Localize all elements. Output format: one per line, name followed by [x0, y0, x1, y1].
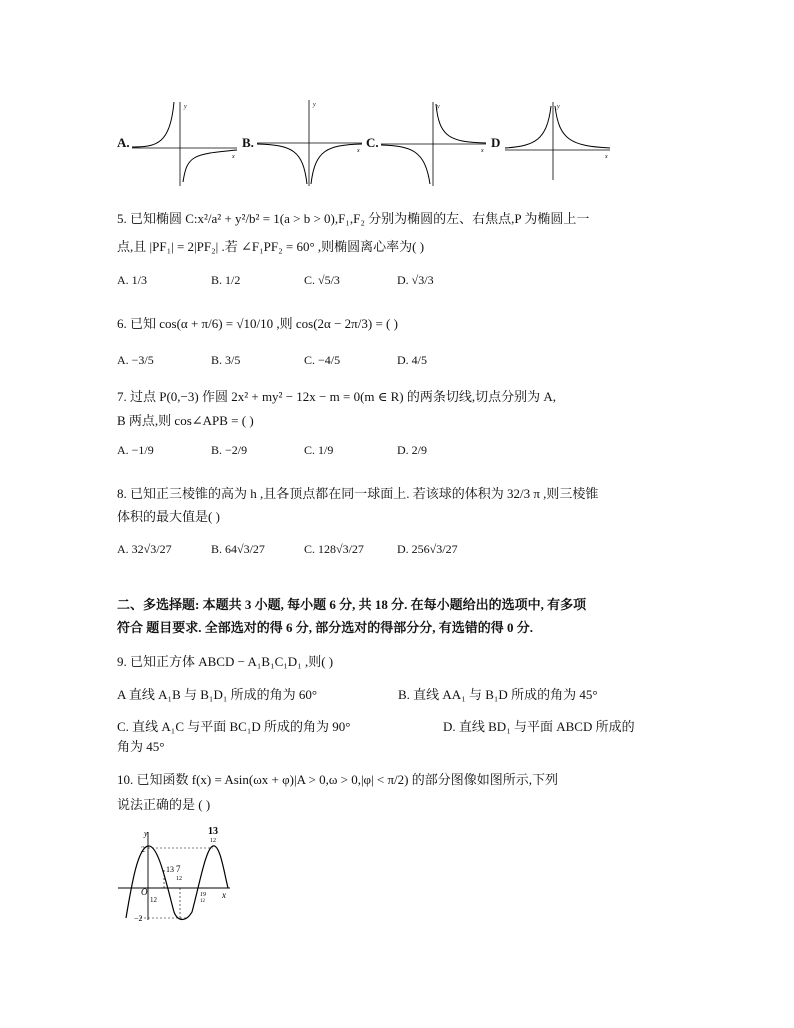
- q4-d-y-label: y: [557, 104, 560, 110]
- q10-tick-13: 13: [166, 865, 174, 874]
- q9-option-a[interactable]: A 直线 A₁B 与 B₁D₁ 所成的角为 60°: [117, 687, 318, 702]
- q7-option-c[interactable]: C. 1/9: [304, 443, 334, 457]
- q4-graph-d: [505, 100, 615, 188]
- q5-stem-line2: 点,且 |PF₁| = 2|PF₂| .若 ∠F₁PF₂ = 60° ,则椭圆离心率为( ): [117, 239, 425, 254]
- q4-b-y-label: y: [313, 102, 316, 108]
- q4-a-y-label: y: [184, 104, 187, 110]
- q10-y-label: y: [144, 829, 148, 838]
- q4-option-c-label[interactable]: C.: [366, 135, 379, 150]
- q4-graph-b: [257, 98, 367, 188]
- q4-c-y-label: y: [437, 104, 440, 110]
- q9-option-c[interactable]: C. 直线 A₁C 与平面 BC₁D 所成的角为 90°: [117, 719, 351, 734]
- q7-stem-line2: B 两点,则 cos∠APB = ( ): [117, 413, 254, 428]
- q5-option-b[interactable]: B. 1/2: [211, 273, 241, 287]
- q6-option-c[interactable]: C. −4/5: [304, 353, 341, 367]
- q10-function-graph: [118, 822, 238, 922]
- q6-option-a[interactable]: A. −3/5: [117, 353, 154, 367]
- q8-option-a[interactable]: A. 32√3/27: [117, 542, 172, 556]
- q10-top-13: 13: [208, 826, 218, 837]
- q10-tick-12: 12: [150, 896, 157, 904]
- section2-heading-line1: 二、多选择题: 本题共 3 小题, 每小题 6 分, 共 18 分. 在每小题给出的选项中, 有多项: [117, 597, 587, 612]
- q4-graph-a: [132, 100, 242, 188]
- q5-option-d[interactable]: D. √3/3: [397, 273, 434, 287]
- q8-option-c[interactable]: C. 128√3/27: [304, 542, 364, 556]
- q7-stem-line1: 7. 过点 P(0,−3) 作圆 2x² + my² − 12x − m = 0(m ∈ R) 的两条切线,切点分别为 A,: [117, 389, 557, 404]
- q10-tick-neg2: −2: [134, 914, 143, 923]
- q4-c-x-label: x: [481, 148, 484, 154]
- q8-stem-line1: 8. 已知正三棱锥的高为 h ,且各顶点都在同一球面上. 若该球的体积为 32/3 π ,则三棱锥: [117, 486, 599, 501]
- q10-stem-line1: 10. 已知函数 f(x) = Asin(ωx + φ)|A > 0,ω > 0,|φ| < π/2) 的部分图像如图所示,下列: [117, 772, 558, 787]
- q10-tick-19: 19: [200, 892, 206, 898]
- q10-origin: O: [141, 887, 148, 897]
- q6-option-d[interactable]: D. 4/5: [397, 353, 427, 367]
- q4-a-x-label: x: [232, 154, 235, 160]
- q5-option-a[interactable]: A. 1/3: [117, 273, 147, 287]
- q4-option-a-label[interactable]: A.: [117, 135, 130, 150]
- section2-heading-line2: 符合 题目要求. 全部选对的得 6 分, 部分选对的得部分分, 有选错的得 0 分.: [117, 620, 534, 635]
- q10-tick-12c: 12: [200, 899, 205, 904]
- q9-option-d-line2[interactable]: 角为 45°: [117, 739, 165, 754]
- q7-option-b[interactable]: B. −2/9: [211, 443, 248, 457]
- q8-option-d[interactable]: D. 256√3/27: [397, 542, 458, 556]
- q10-tick-2: 2: [141, 845, 145, 854]
- q9-option-d-line1[interactable]: D. 直线 BD₁ 与平面 ABCD 所成的: [443, 719, 635, 734]
- q10-tick-12b: 12: [176, 876, 182, 882]
- q10-tick-7: 7: [176, 864, 181, 874]
- q4-option-d-label[interactable]: D: [491, 135, 501, 150]
- q8-option-b[interactable]: B. 64√3/27: [211, 542, 265, 556]
- q4-option-b-label[interactable]: B.: [242, 135, 254, 150]
- q4-b-x-label: x: [357, 148, 360, 154]
- q8-stem-line2: 体积的最大值是( ): [117, 509, 220, 524]
- q10-stem-line2: 说法正确的是 ( ): [117, 797, 211, 812]
- q4-d-x-label: x: [605, 154, 608, 160]
- q4-graph-c: [381, 100, 491, 188]
- q5-stem-line1: 5. 已知椭圆 C:x²/a² + y²/b² = 1(a > b > 0),F₁,F₂ 分别为椭圆的左、右焦点,P 为椭圆上一: [117, 211, 590, 226]
- q6-option-b[interactable]: B. 3/5: [211, 353, 241, 367]
- q7-option-d[interactable]: D. 2/9: [397, 443, 427, 457]
- q9-stem: 9. 已知正方体 ABCD − A₁B₁C₁D₁ ,则( ): [117, 654, 334, 669]
- q6-stem-line1: 6. 已知 cos(α + π/6) = √10/10 ,则 cos(2α − 2π/3) = ( ): [117, 316, 398, 331]
- q10-x-label: x: [222, 890, 226, 900]
- q5-option-c[interactable]: C. √5/3: [304, 273, 340, 287]
- q9-option-b[interactable]: B. 直线 AA₁ 与 B₁D 所成的角为 45°: [398, 687, 598, 702]
- q7-option-a[interactable]: A. −1/9: [117, 443, 154, 457]
- q10-top-12: 12: [210, 838, 216, 844]
